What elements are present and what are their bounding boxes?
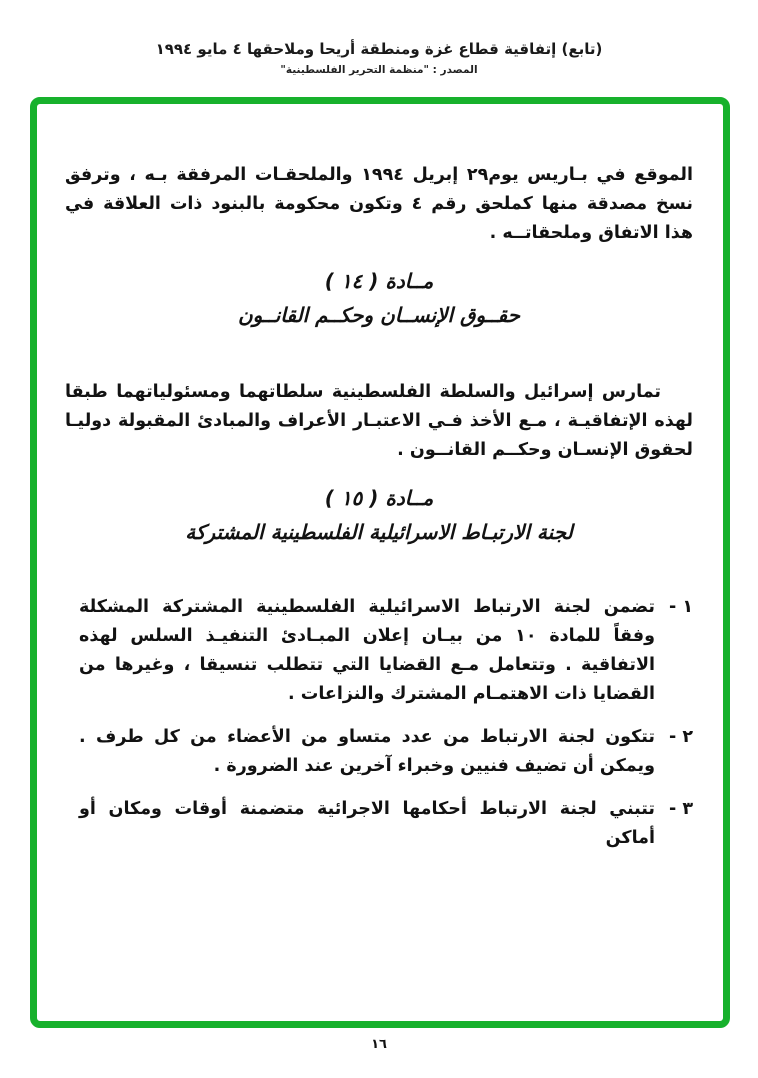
list-item-2: [79, 723, 693, 781]
opening-paragraph: الموقع في بـاريس يوم٢٩ إبريل ١٩٩٤ والملحقـات المرفقة بـه ، وترفق نسخ مصدقة منها كملحق رقم ٤ وتكون محكومة بالبنود ذات العلاقة في هذا الاتفاق وملحقاتــه .: [65, 165, 693, 243]
item-3-number: ٣ -: [668, 799, 693, 819]
item-1-text: تضمن لجنة الارتباط الاسرائيلية الفلسطينية المشتركة المشكلة وفقاً للمادة ١٠ من بيـان إعلان المبـادئ التنفيـذ السلس لهذه الاتفاقية . وتتعامل مـع القضايا التي تتطلب تنسيقا ، وغيرها من القضايا ذات الاهتمـام المشترك والنزاعات .: [79, 597, 655, 704]
article-15-title: مــادة ( ١٥ ): [324, 486, 434, 510]
green-border-frame: [30, 97, 730, 1028]
item-2-number: ٢ -: [668, 727, 693, 747]
article-15-subtitle: لجنة الارتبـاط الاسرائيلية الفلسطينية المشتركة: [185, 520, 573, 544]
article-15-items: [65, 593, 693, 853]
article-14-subtitle: حقــوق الإنســان وحكــم القانــون: [237, 303, 521, 327]
document-source-line: المصدر : "منظمة التحرير الفلسطينية": [280, 64, 478, 76]
item-2-text: تتكون لجنة الارتباط من عدد متساو من الأعضاء من كل طرف . ويمكن أن تضيف فنيين وخبراء آخرين عند الضرورة .: [79, 727, 655, 776]
item-3-text: تتبني لجنة الارتباط أحكامها الاجرائية متضمنة أوقات ومكان أو أماكن: [79, 799, 655, 848]
frame-content: [37, 104, 723, 853]
document-title: (تابع) إتفاقية قطاع غزة ومنطقة أريحا وملاحقها ٤ مايو ١٩٩٤: [155, 40, 603, 58]
list-item-1: [79, 593, 693, 709]
article-15-heading: [65, 483, 693, 547]
article-14-heading: [65, 266, 693, 330]
page-number: ١٦: [371, 1037, 387, 1052]
list-item-3: [79, 795, 693, 853]
item-1-number: ١ -: [668, 597, 693, 617]
article-14-body: تمارس إسرائيل والسلطة الفلسطينية سلطاتهما ومسئولياتهما طبقا لهذه الإتفاقيـة ، مـع الأخذ فـي الاعتبـار الأعراف والمبادئ المقبولة دوليـا لحقوق الإنسـان وحكــم القانــون .: [65, 382, 693, 460]
article-14-title: مــادة ( ١٤ ): [324, 269, 434, 293]
document-header: [0, 40, 758, 76]
